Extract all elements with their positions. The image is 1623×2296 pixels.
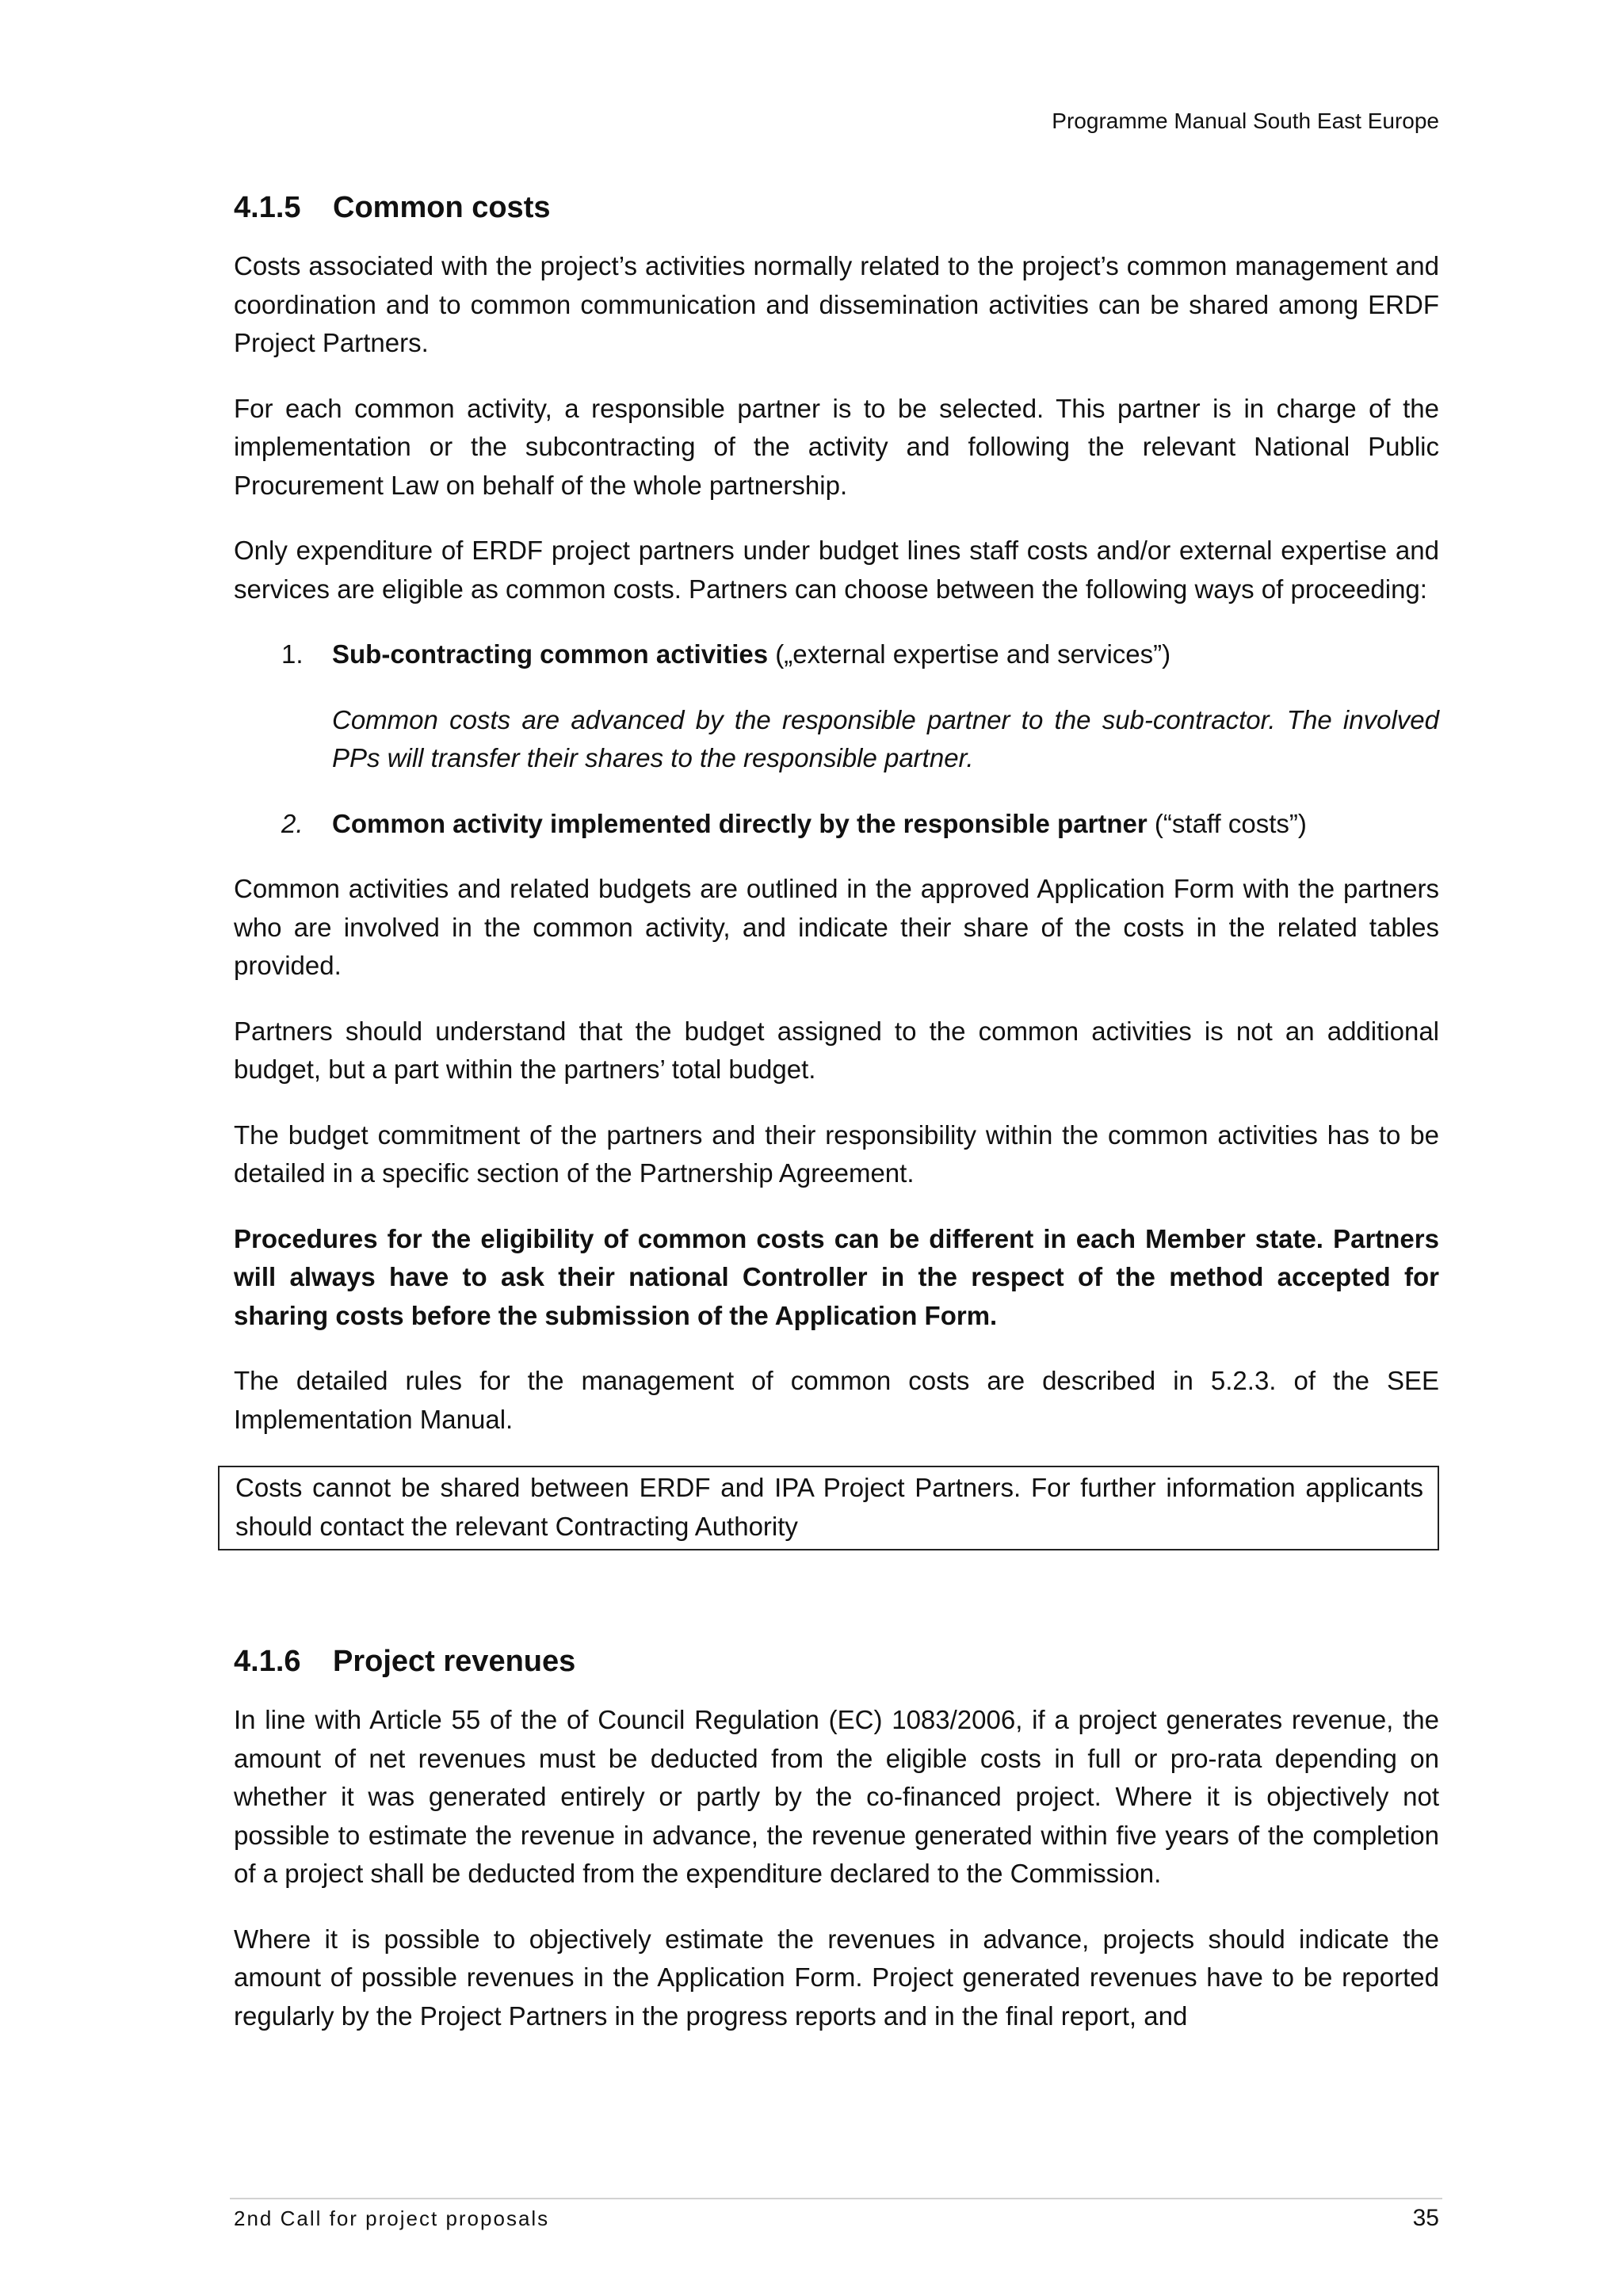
footer-label: 2nd Call for project proposals — [234, 2206, 550, 2230]
paragraph: Where it is possible to objectively estimate the revenues in advance, projects should indicate the amount of possible revenues in the Application Form. Project generated revenues have to be reported regularly by the Project Partners in the progress reports and in the final report, and — [234, 1924, 1439, 2031]
running-header: Programme Manual South East Europe — [1052, 109, 1439, 133]
section-number: 4.1.6 — [234, 1645, 301, 1678]
paragraph: Costs associated with the project’s activities normally related to the project’s common management and coordination and to common communication and dissemination activities can be shared among ERDF Project Partners. — [234, 251, 1439, 357]
section-heading-4-1-5 — [234, 189, 1439, 227]
italic-note: Common costs are advanced by the responsible partner to the sub-contractor. The involved PPs will transfer their shares to the responsible partner. — [332, 704, 1439, 772]
page-body — [234, 189, 1439, 2035]
list-item-1 — [234, 635, 1439, 674]
list-marker: 1. — [281, 639, 304, 669]
paragraph: Only expenditure of ERDF project partners under budget lines staff costs and/or external expertise and services are eligible as common costs. Partners can choose between the following ways of proceeding: — [234, 536, 1439, 604]
section-heading-4-1-6 — [234, 1642, 1439, 1680]
list-marker: 2. — [281, 808, 304, 838]
page-number: 35 — [1412, 2205, 1439, 2231]
section-title: Project revenues — [333, 1645, 576, 1678]
paragraph: The budget commitment of the partners and their responsibility within the common activities has to be detailed in a specific section of the Partnership Agreement. — [234, 1119, 1439, 1188]
footer-divider — [230, 2198, 1442, 2199]
section-title: Common costs — [333, 191, 551, 224]
paragraph: The detailed rules for the management of common costs are described in 5.2.3. of the SEE Implementation Manual. — [234, 1366, 1439, 1434]
list-item-bold-text: Common activity implemented directly by the responsible partner — [332, 808, 1148, 838]
boxed-note: Costs cannot be shared between ERDF and IPA Project Partners. For further information applicants should contact the relevant Contracting Authority — [218, 1466, 1439, 1550]
paragraph: Partners should understand that the budget assigned to the common activities is not an additional budget, but a part within the partners’ total budget. — [234, 1016, 1439, 1084]
bold-paragraph: Procedures for the eligibility of common costs can be different in each Member state. Partners will always have to ask their national Controller in the respect of the method accepted for sharing costs before the submission of the Application Form. — [234, 1223, 1439, 1330]
list-item-text: („external expertise and services”) — [768, 639, 1171, 669]
list-item-bold-text: Sub-contracting common activities — [332, 639, 769, 669]
paragraph: In line with Article 55 of the of Council Regulation (EC) 1083/2006, if a project generates revenue, the amount of net revenues must be deducted from the eligible costs in full or pro-rata depending on whether it was generated entirely or partly by the co-financed project. Where it is objectively not possible to estimate the revenue in advance, the revenue generated within five years of the completion of a project shall be deducted from the expenditure declared to the Commission. — [234, 1705, 1439, 1888]
section-number: 4.1.5 — [234, 191, 301, 224]
list-item-text: (“staff costs”) — [1147, 808, 1307, 838]
paragraph: For each common activity, a responsible partner is to be selected. This partner is in charge of the implementation or the subcontracting of the activity and following the relevant National Public Procurement Law on behalf of the whole partnership. — [234, 393, 1439, 500]
paragraph: Common activities and related budgets are outlined in the approved Application Form with the partners who are involved in the common activity, and indicate their share of the costs in the related tables provided. — [234, 874, 1439, 980]
list-item-2 — [234, 805, 1439, 844]
